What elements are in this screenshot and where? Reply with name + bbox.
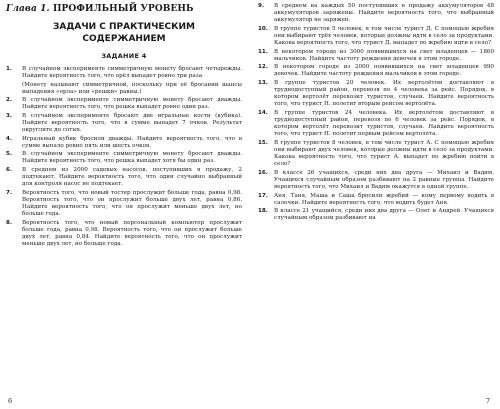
problem-text: В случайном эксперименте симметричную монету бросают четырежды. Найдите вероятность того, что орёл выпадет ровно три раза. <box>22 66 242 80</box>
problem-number: 12. <box>258 64 268 71</box>
problem-number: 11. <box>258 48 268 55</box>
problem-number: 7. <box>6 189 13 196</box>
section-title-line-2: СОДЕРЖАНИЕМ <box>82 34 166 44</box>
chapter-header <box>6 3 242 15</box>
problem-13 <box>258 80 494 109</box>
page-number-left: 6 <box>8 397 13 405</box>
problem-note: (Монету называют симметричной, поскольку при её бросании шансы выпадения «орла» или «решки» равны.) <box>22 81 242 95</box>
problem-number: 13. <box>258 79 268 86</box>
chapter-label: Глава 1. <box>6 4 50 14</box>
problem-number: 14. <box>258 109 268 116</box>
problem-10 <box>258 26 494 48</box>
problem-number: 17. <box>258 192 268 199</box>
problem-17 <box>258 193 494 207</box>
problem-text: Аня, Таня, Маша и Саша бросили жребий — кому первому водить в салочки. Найдите вероятность того, что водить будет Аня. <box>274 192 494 206</box>
problem-2 <box>6 97 242 111</box>
problem-text: В группе туристов 8 человек, в том числе турист А. С помощью жребия они выбирают двух человек, которые должны идти в село за продуктами. Какова вероятность того, что турист А. выпадет по жребию пойти в село? <box>274 139 494 168</box>
problem-number: 6. <box>6 166 13 173</box>
problem-number: 16. <box>258 169 268 176</box>
problem-6 <box>6 167 242 189</box>
problem-15 <box>258 140 494 169</box>
problem-number: 1. <box>6 66 13 72</box>
section-title-line-1: ЗАДАЧИ С ПРАКТИЧЕСКИМ <box>52 22 195 32</box>
problem-text: В случайном эксперименте симметричную монету бросают дважды. Найдите вероятность того, что решка выпадет хотя бы один раз. <box>22 151 242 165</box>
problem-12 <box>258 64 494 78</box>
problem-11 <box>258 49 494 63</box>
chapter-title: ПРОФИЛЬНЫЙ УРОВЕНЬ <box>52 4 194 14</box>
task-title: ЗАДАНИЕ 4 <box>101 52 147 60</box>
problem-text: В группе туристов 24 человека. Их вертолётом доставляют в труднодоступный район, перевозя по 6 человек за рейс. Порядок, в котором вертолёт перевозит туристов, случаен. Найдите вероятность того, что турист Н. полетит первым рейсом вертолёта. <box>274 109 494 138</box>
problem-3 <box>6 113 242 135</box>
problem-text: В случайном эксперименте бросают две игральные кости (кубика). Найдите вероятность того, что в сумме выпадет 7 очков. Результат округлите до сотых. <box>22 112 242 134</box>
problem-5 <box>6 151 242 165</box>
problem-text: В среднем на каждых 50 поступивших в продажу аккумуляторов 48 аккумуляторов заряжены. Найдите вероятность того, что выбранный аккумулятор не заряжен. <box>274 3 494 24</box>
problem-number: 5. <box>6 151 13 158</box>
problem-text: В среднем из 2000 садовых насосов, поступивших в продажу, 2 подтекают. Найдите вероятность того, что один случайно выбранный для контроля насос не подтекает. <box>22 166 242 188</box>
problem-8 <box>6 220 242 249</box>
problem-number: 10. <box>258 25 268 32</box>
right-page <box>250 0 500 409</box>
problem-number: 8. <box>6 219 13 226</box>
section-title <box>6 21 242 45</box>
problem-number: 4. <box>6 135 13 142</box>
problem-7 <box>6 190 242 219</box>
problem-4 <box>6 136 242 150</box>
problem-text: В классе 21 учащийся, среди них два друга — Олег и Андрей. Учащихся случайным образом разбивают на <box>274 208 494 222</box>
problem-18 <box>258 208 494 222</box>
problem-14 <box>258 110 494 139</box>
problem-text: В классе 26 учащихся, среди них два друга — Михаил и Вадим. Учащихся случайным образом разбивают на 2 равные группы. Найдите вероятность того, что Михаил и Вадим окажутся в одной группе. <box>274 169 494 191</box>
problem-text: Вероятность того, что новый тостер прослужит больше года, равна 0,98. Вероятность того, что он прослужит больше двух лет, равна 0,86. Найдите вероятность того, что он прослужит меньше двух лет, но больше года. <box>22 189 242 218</box>
problem-text: В группе туристов 20 человек. Их вертолётом доставляют в труднодоступный район, перевозя по 4 человека за рейс. Порядок, в котором вертолёт перевозит туристов, случаен. Найдите вероятность того, что турист Н. полетит вторым рейсом вертолёта. <box>274 79 494 108</box>
problem-text: В некотором городе из 3000 появившихся на свет младенцев — 1860 мальчиков. Найдите частоту рождения девочек в этом городе. <box>274 48 494 62</box>
problem-number: 2. <box>6 97 13 104</box>
page-number-right: 7 <box>485 397 490 405</box>
problem-text: В случайном эксперименте симметричную монету бросают дважды. Найдите вероятность того, что решка выпадет ровно один раз. <box>22 97 242 111</box>
problem-text: Вероятность того, что новый персональный компьютер прослужит больше года, равна 0,98. Вероятность того, что он прослужит больше двух лет, равна 0,84. Найдите вероятность того, что он прослужит меньше двух лет, но больше года. <box>22 219 242 248</box>
problem-9 <box>258 3 494 25</box>
problem-number: 3. <box>6 112 13 119</box>
problem-number: 18. <box>258 208 268 215</box>
problem-number: 9. <box>258 3 265 9</box>
problem-text: Игральный кубик бросили дважды. Найдите вероятность того, что в сумме выпало ровно пять или шесть очков. <box>22 135 242 149</box>
problem-1 <box>6 66 242 80</box>
problem-16 <box>258 170 494 192</box>
problem-text: В некотором городе из 2000 появившихся на свет младенцев 990 девочек. Найдите частоту рождения мальчиков в этом городе. <box>274 64 494 78</box>
problem-number: 15. <box>258 139 268 146</box>
problem-text: В группе туристов 5 человек, в том числе турист Д. С помощью жребия они выбирают трёх человек, которые должны идти в село за продуктами. Какова вероятность того, что турист Д. выпадет по жребию идти в село? <box>274 25 494 47</box>
